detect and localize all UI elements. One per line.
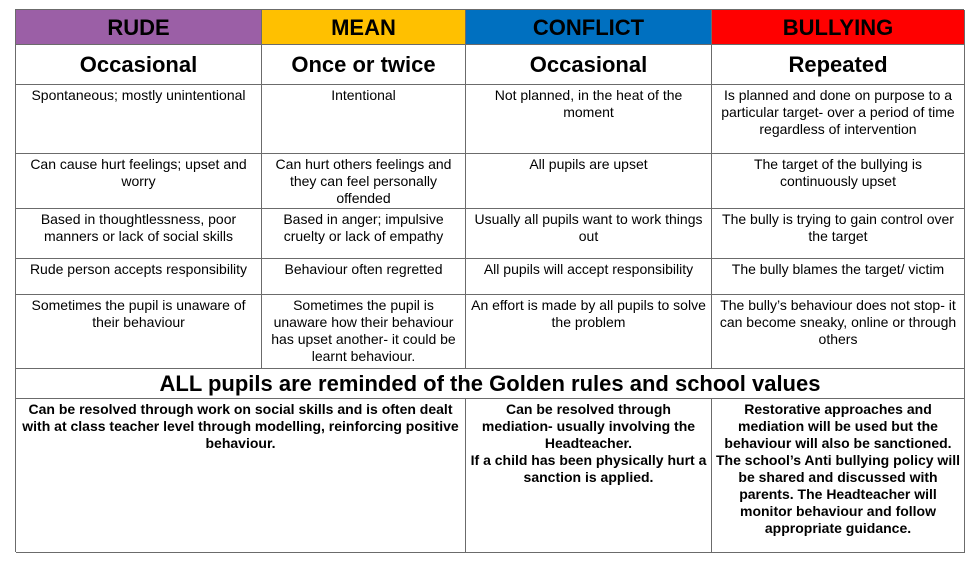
table-cell: All pupils are upset <box>466 154 712 209</box>
table-cell: Intentional <box>262 85 466 154</box>
resolution-bullying: Restorative approaches and mediation will be used but the behaviour will also be sanctioned. The school’s Anti bullying policy will be shared and discussed with parents. The Headteacher will monitor behaviour and follow appropriate guidance. <box>712 399 965 553</box>
table-cell: The bully’s behaviour does not stop- it can become sneaky, online or through others <box>712 295 965 369</box>
resolution-rude-mean: Can be resolved through work on social skills and is often dealt with at class teacher level through modelling, reinforcing positive behaviour. <box>16 399 466 553</box>
table-cell: Not planned, in the heat of the moment <box>466 85 712 154</box>
table-cell: Based in anger; impulsive cruelty or lack of empathy <box>262 209 466 259</box>
table-cell: Can cause hurt feelings; upset and worry <box>16 154 262 209</box>
frequency-rude: Occasional <box>16 45 262 85</box>
table-cell: Sometimes the pupil is unaware how their behaviour has upset another- it could be learnt behaviour. <box>262 295 466 369</box>
header-rude: RUDE <box>16 10 262 45</box>
resolution-conflict-sanction: If a child has been physically hurt a sanction is applied. <box>470 452 707 485</box>
table-cell: Spontaneous; mostly unintentional <box>16 85 262 154</box>
golden-rules-banner: ALL pupils are reminded of the Golden rules and school values <box>16 369 965 399</box>
header-bullying: BULLYING <box>712 10 965 45</box>
resolution-conflict-mediation: Can be resolved through mediation- usually involving the Headteacher. <box>481 401 696 451</box>
table-cell: Behaviour often regretted <box>262 259 466 295</box>
frequency-bullying: Repeated <box>712 45 965 85</box>
frequency-mean: Once or twice <box>262 45 466 85</box>
table-cell: The bully is trying to gain control over the target <box>712 209 965 259</box>
table-cell: Is planned and done on purpose to a particular target- over a period of time regardless of intervention <box>712 85 965 154</box>
table-cell: All pupils will accept responsibility <box>466 259 712 295</box>
resolution-conflict <box>466 399 712 553</box>
table-cell: The target of the bullying is continuously upset <box>712 154 965 209</box>
header-mean: MEAN <box>262 10 466 45</box>
table-cell: An effort is made by all pupils to solve the problem <box>466 295 712 369</box>
table-cell: Can hurt others feelings and they can feel personally offended <box>262 154 466 209</box>
table-cell: Usually all pupils want to work things out <box>466 209 712 259</box>
table-cell: Sometimes the pupil is unaware of their behaviour <box>16 295 262 369</box>
frequency-conflict: Occasional <box>466 45 712 85</box>
header-conflict: CONFLICT <box>466 10 712 45</box>
table-cell: Rude person accepts responsibility <box>16 259 262 295</box>
table-cell: Based in thoughtlessness, poor manners or lack of social skills <box>16 209 262 259</box>
behaviour-comparison-table <box>15 9 964 552</box>
table-cell: The bully blames the target/ victim <box>712 259 965 295</box>
